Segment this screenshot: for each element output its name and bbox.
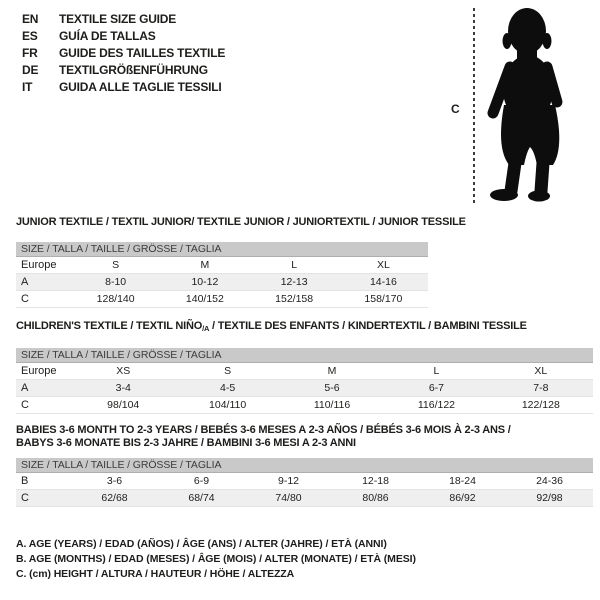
lang-row-de — [22, 62, 225, 79]
height-c-label: C — [451, 102, 460, 116]
row-label: Europe — [21, 259, 57, 271]
height-cell: 80/86 — [362, 492, 389, 504]
age-cell: 12-18 — [362, 475, 389, 487]
row-label: A — [21, 382, 29, 394]
age-cell: 9-12 — [277, 475, 299, 487]
age-cell: 24-36 — [536, 475, 563, 487]
height-cell: 152/158 — [275, 293, 314, 305]
age-cell: 3-4 — [115, 382, 131, 394]
lang-code: FR — [22, 46, 38, 60]
children-table-title — [16, 320, 593, 333]
toddler-silhouette-image — [484, 5, 589, 207]
size-cell: L — [433, 365, 440, 377]
legend-line-b: B. AGE (MONTHS) / EDAD (MESES) / ÂGE (MOIS) / ALTER (MONATE) / ETÀ (MESI) — [16, 553, 416, 565]
age-cell: 6-7 — [428, 382, 445, 394]
europe-size-row — [16, 257, 428, 274]
age-cell: 14-16 — [369, 276, 397, 288]
age-years-row — [16, 380, 593, 397]
children-textile-table — [16, 320, 593, 414]
title-subscript: /A — [202, 324, 210, 333]
height-cell: 68/74 — [188, 492, 215, 504]
lang-row-it — [22, 79, 225, 96]
babies-table-title-line2: BABYS 3-6 MONATE BIS 2-3 JAHRE / BAMBINI 3-6 MESI A 2-3 ANNI — [16, 437, 356, 449]
title-part: CHILDREN'S TEXTILE / TEXTIL NIÑO — [16, 320, 203, 332]
height-row — [16, 397, 593, 414]
height-row — [16, 490, 593, 507]
age-cell: 6-9 — [193, 475, 210, 487]
height-cell: 62/68 — [101, 492, 128, 504]
size-cell: M — [200, 259, 210, 271]
height-cell: 158/170 — [364, 293, 403, 305]
age-cell: 12-13 — [280, 276, 308, 288]
babies-table-title-line1: BABIES 3-6 MONTH TO 2-3 YEARS / BEBÉS 3-6 MESES A 2-3 AÑOS / BÉBÉS 3-6 MOIS À 2-3 ANS / — [16, 424, 511, 436]
age-cell: 5-6 — [324, 382, 340, 394]
height-cell: 110/116 — [313, 399, 351, 411]
height-cell: 104/110 — [209, 399, 247, 411]
junior-table-title: JUNIOR TEXTILE / TEXTIL JUNIOR/ TEXTILE JUNIOR / JUNIORTEXTIL / JUNIOR TESSILE — [16, 216, 466, 228]
title-part: / TEXTILE DES ENFANTS / KINDERTEXTIL / BAMBINI TESSILE — [209, 320, 527, 332]
age-cell: 4-5 — [220, 382, 236, 394]
age-cell: 10-12 — [191, 276, 219, 288]
row-label: Europe — [21, 365, 57, 377]
guide-title: TEXTILGRÖßENFÜHRUNG — [59, 63, 208, 77]
junior-textile-table — [16, 216, 466, 308]
size-header-bar: SIZE / TALLA / TAILLE / GRÖSSE / TAGLIA — [16, 348, 593, 363]
height-cell: 86/92 — [449, 492, 476, 504]
size-header-bar: SIZE / TALLA / TAILLE / GRÖSSE / TAGLIA — [16, 458, 593, 473]
height-cell: 128/140 — [96, 293, 135, 305]
lang-code: EN — [22, 12, 39, 26]
legend-line-c: C. (cm) HEIGHT / ALTURA / HAUTEUR / HÖHE / ALTEZZA — [16, 568, 295, 580]
guide-title: GUIDE DES TAILLES TEXTILE — [59, 46, 226, 60]
age-cell: 3-6 — [106, 475, 123, 487]
height-row — [16, 291, 428, 308]
height-measure-dashed-line — [473, 8, 475, 206]
size-cell: M — [327, 365, 337, 377]
lang-code: IT — [22, 80, 33, 94]
height-cell: 92/98 — [536, 492, 563, 504]
age-cell: 7-8 — [533, 382, 549, 394]
height-cell: 122/128 — [521, 399, 560, 411]
lang-row-en — [22, 11, 225, 28]
lang-code: ES — [22, 29, 38, 43]
legend — [16, 537, 416, 582]
size-cell: XL — [376, 259, 390, 271]
size-cell: S — [224, 365, 232, 377]
size-cell: XS — [116, 365, 131, 377]
lang-row-es — [22, 28, 225, 45]
height-cell: 140/152 — [185, 293, 224, 305]
size-cell: L — [291, 259, 298, 271]
guide-title: GUÍA DE TALLAS — [59, 29, 156, 43]
size-cell: S — [112, 259, 120, 271]
age-months-row — [16, 473, 593, 490]
guide-title: TEXTILE SIZE GUIDE — [59, 12, 177, 26]
row-label: C — [21, 399, 29, 411]
legend-line-a: A. AGE (YEARS) / EDAD (AÑOS) / ÂGE (ANS) / ALTER (JAHRE) / ETÀ (ANNI) — [16, 538, 387, 550]
age-cell: 18-24 — [449, 475, 476, 487]
size-cell: XL — [534, 365, 548, 377]
row-label: A — [21, 276, 29, 288]
guide-title: GUIDA ALLE TAGLIE TESSILI — [59, 80, 222, 94]
row-label: C — [21, 293, 29, 305]
lang-row-fr — [22, 45, 225, 62]
babies-textile-table — [16, 424, 593, 507]
row-label: B — [21, 475, 29, 487]
age-years-row — [16, 274, 428, 291]
row-label: C — [21, 492, 29, 504]
size-header-bar: SIZE / TALLA / TAILLE / GRÖSSE / TAGLIA — [16, 242, 428, 257]
height-cell: 116/122 — [417, 399, 456, 411]
europe-size-row — [16, 363, 593, 380]
language-title-list — [22, 11, 225, 96]
age-cell: 8-10 — [105, 276, 127, 288]
lang-code: DE — [22, 63, 39, 77]
height-cell: 74/80 — [275, 492, 302, 504]
height-cell: 98/104 — [107, 399, 140, 411]
